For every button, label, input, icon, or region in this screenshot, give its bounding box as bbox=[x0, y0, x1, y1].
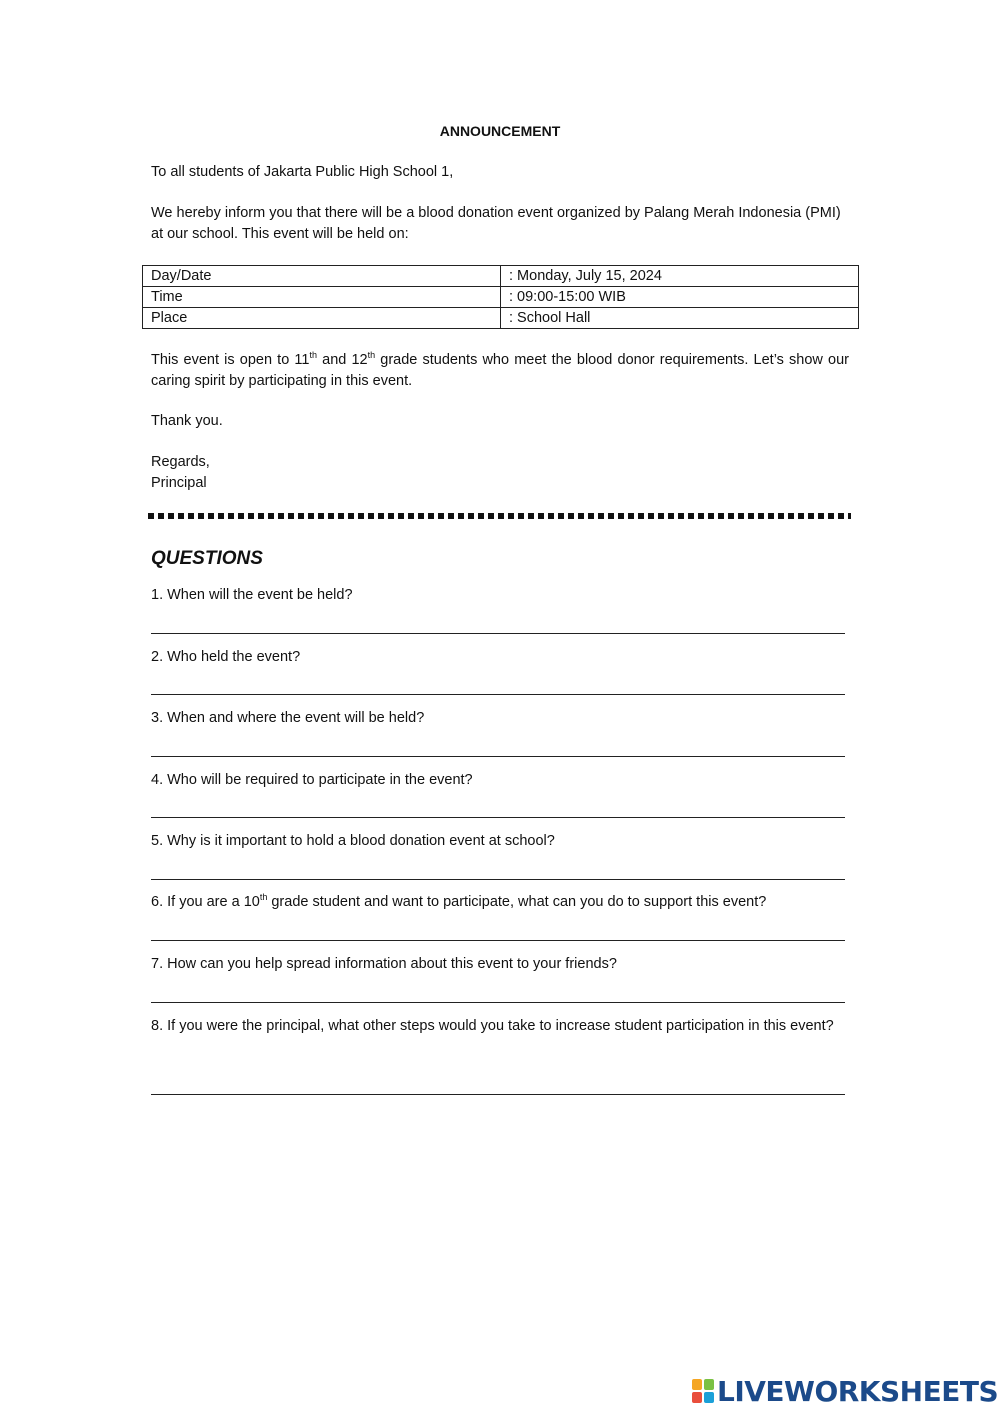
answer-line-4[interactable] bbox=[151, 817, 845, 818]
table-row bbox=[143, 287, 859, 308]
detail-label: Day/Date bbox=[143, 266, 501, 287]
answer-line-1[interactable] bbox=[151, 633, 845, 634]
detail-label: Time bbox=[143, 287, 501, 308]
question-1: 1. When will the event be held? bbox=[151, 587, 353, 603]
logo-text: LIVEWORKSHEETS bbox=[717, 1374, 999, 1408]
question-2: 2. Who held the event? bbox=[151, 649, 301, 665]
dotted-separator bbox=[148, 513, 851, 519]
question-7: 7. How can you help spread information about this event to your friends? bbox=[151, 956, 617, 972]
body-text: and 12 bbox=[316, 352, 368, 368]
answer-line-2[interactable] bbox=[151, 694, 845, 695]
table-row bbox=[143, 266, 859, 287]
answer-line-7[interactable] bbox=[151, 1002, 845, 1003]
detail-value: : 09:00-15:00 WIB bbox=[501, 287, 859, 308]
liveworksheets-logo[interactable] bbox=[692, 1375, 998, 1407]
intro-paragraph: We hereby inform you that there will be a blood donation event organized by Palang Merah Indonesia (PMI) at our school. This event will be held on: bbox=[151, 205, 841, 242]
question-text: grade student and want to participate, what can you do to support this event? bbox=[267, 894, 767, 910]
body-text: grade students who meet the blood donor requirements. Let’s show our caring spirit by participating in this event. bbox=[151, 352, 849, 389]
detail-value: : School Hall bbox=[501, 308, 859, 329]
question-text: 6. If you are a 10 bbox=[151, 894, 260, 910]
question-5: 5. Why is it important to hold a blood donation event at school? bbox=[151, 833, 555, 849]
answer-line-5[interactable] bbox=[151, 879, 845, 880]
question-4: 4. Who will be required to participate in the event? bbox=[151, 772, 473, 788]
answer-line-6[interactable] bbox=[151, 940, 845, 941]
question-8: 8. If you were the principal, what other steps would you take to increase student participation in this event? bbox=[151, 1018, 834, 1034]
detail-value: : Monday, July 15, 2024 bbox=[501, 266, 859, 287]
question-3: 3. When and where the event will be held? bbox=[151, 710, 425, 726]
greeting: To all students of Jakarta Public High School 1, bbox=[151, 164, 454, 180]
event-details-table bbox=[142, 265, 859, 329]
body-paragraph bbox=[151, 350, 849, 391]
body-text: This event is open to 11 bbox=[151, 352, 310, 368]
announcement-title: ANNOUNCEMENT bbox=[439, 123, 561, 139]
detail-label: Place bbox=[143, 308, 501, 329]
ordinal-suffix: th bbox=[309, 350, 317, 361]
answer-line-3[interactable] bbox=[151, 756, 845, 757]
questions-heading: QUESTIONS bbox=[151, 548, 263, 569]
ordinal-suffix: th bbox=[367, 350, 376, 361]
question-6 bbox=[151, 892, 851, 912]
liveworksheets-logo-icon bbox=[692, 1379, 714, 1403]
table-row bbox=[143, 308, 859, 329]
ordinal-suffix: th bbox=[259, 892, 268, 903]
thanks-text: Thank you. bbox=[151, 413, 223, 429]
signature-text: Principal bbox=[151, 475, 207, 491]
answer-line-8[interactable] bbox=[151, 1094, 845, 1095]
regards-text: Regards, bbox=[151, 454, 210, 470]
